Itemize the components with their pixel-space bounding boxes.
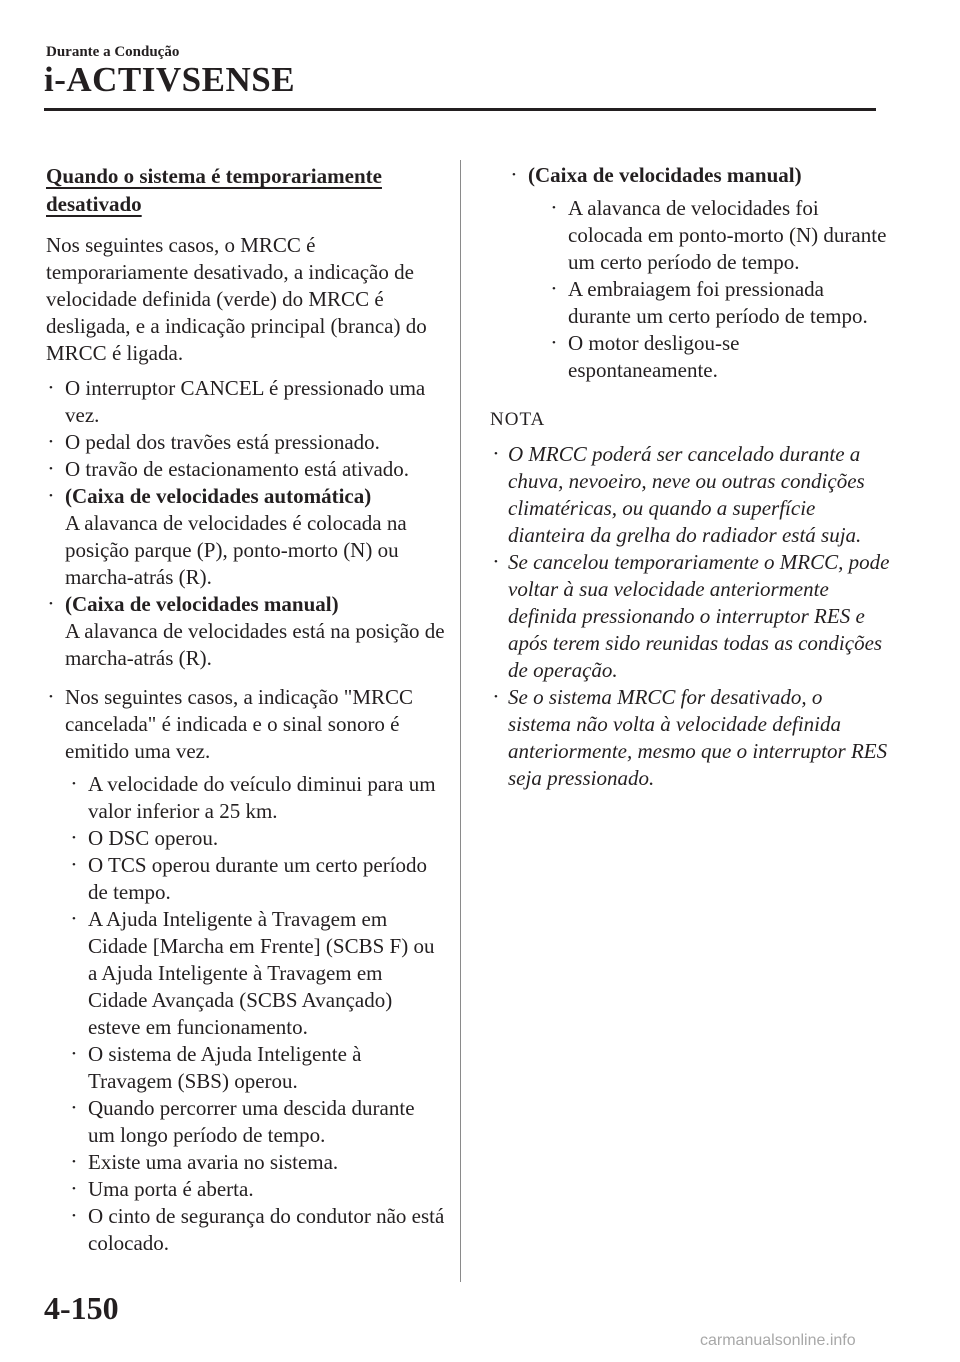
header-rule xyxy=(44,108,876,111)
notes-list xyxy=(490,441,890,792)
list-item: • Quando percorrer uma descida durante um longo período de tempo. xyxy=(46,1095,446,1149)
section-label: Durante a Condução xyxy=(46,44,180,60)
manual-conditions-list xyxy=(528,195,890,384)
list-item: • Existe uma avaria no sistema. xyxy=(46,1149,446,1176)
list-item: • A Ajuda Inteligente à Travagem em Cidade [Marcha em Frente] (SCBS F) ou a Ajuda Inteligente à Travagem em Cidade Avançada (SCBS Avançado) esteve em funcionamento. xyxy=(46,906,446,1041)
note-item: • O MRCC poderá ser cancelado durante a chuva, nevoeiro, neve ou outras condições climatéricas, ou quando a superfície dianteira da grelha do radiador está suja. xyxy=(490,441,890,549)
list-item: • O TCS operou durante um certo período de tempo. xyxy=(46,852,446,906)
note-item: • Se o sistema MRCC for desativado, o sistema não volta à velocidade definida anteriormente, mesmo que o interruptor RES seja pressionado. xyxy=(490,684,890,792)
list-item: • O pedal dos travões está pressionado. xyxy=(46,429,446,456)
list-item: • A embraiagem foi pressionada durante um certo período de tempo. xyxy=(528,276,890,330)
list-item: • A velocidade do veículo diminui para um valor inferior a 25 km. xyxy=(46,771,446,825)
left-column xyxy=(46,162,446,1257)
manual-continuation-list xyxy=(509,162,890,384)
cancel-conditions-list xyxy=(46,771,446,1257)
manual-text: A alavanca de velocidades está na posição de marcha-atrás (R). xyxy=(65,619,445,670)
automatic-label: (Caixa de velocidades automática) xyxy=(65,484,372,508)
right-column xyxy=(490,162,890,792)
list-item-automatic-transmission xyxy=(46,483,446,591)
cancel-intro: Nos seguintes casos, a indicação "MRCC cancelada" é indicada e o sinal sonoro é emitido uma vez. xyxy=(65,685,414,763)
list-item-manual-transmission xyxy=(509,162,890,384)
list-item: • A alavanca de velocidades foi colocada em ponto-morto (N) durante um certo período de tempo. xyxy=(528,195,890,276)
intro-paragraph: Nos seguintes casos, o MRCC é temporariamente desativado, a indicação de velocidade definida (verde) do MRCC é desligada, e a indicação principal (branca) do MRCC é ligada. xyxy=(46,233,427,365)
automatic-text: A alavanca de velocidades é colocada na posição parque (P), ponto-morto (N) ou marcha-atrás (R). xyxy=(65,511,407,589)
list-item-cancel-conditions xyxy=(46,684,446,765)
list-item: • O sistema de Ajuda Inteligente à Travagem (SBS) operou. xyxy=(46,1041,446,1095)
watermark: carmanualsonline.info xyxy=(700,1332,856,1349)
list-item: • O interruptor CANCEL é pressionado uma vez. xyxy=(46,375,446,429)
deactivation-list xyxy=(46,375,446,765)
manual-label: (Caixa de velocidades manual) xyxy=(528,163,802,187)
subsection-heading: Quando o sistema é temporariamente desativado xyxy=(46,164,382,216)
list-item: • Uma porta é aberta. xyxy=(46,1176,446,1203)
note-label: NOTA xyxy=(490,409,546,430)
list-item-manual-transmission xyxy=(46,591,446,672)
column-divider xyxy=(460,160,461,1282)
list-item: • O cinto de segurança do condutor não está colocado. xyxy=(46,1203,446,1257)
list-item: • O motor desligou-se espontaneamente. xyxy=(528,330,890,384)
page-number: 4-150 xyxy=(44,1290,119,1326)
list-item: • O DSC operou. xyxy=(46,825,446,852)
note-item: • Se cancelou temporariamente o MRCC, pode voltar à sua velocidade anteriormente definida pressionando o interruptor RES e após terem sido reunidas todas as condições de operação. xyxy=(490,549,890,684)
chapter-title: i-ACTIVSENSE xyxy=(44,60,296,99)
manual-label: (Caixa de velocidades manual) xyxy=(65,592,339,616)
list-item: • O travão de estacionamento está ativado. xyxy=(46,456,446,483)
